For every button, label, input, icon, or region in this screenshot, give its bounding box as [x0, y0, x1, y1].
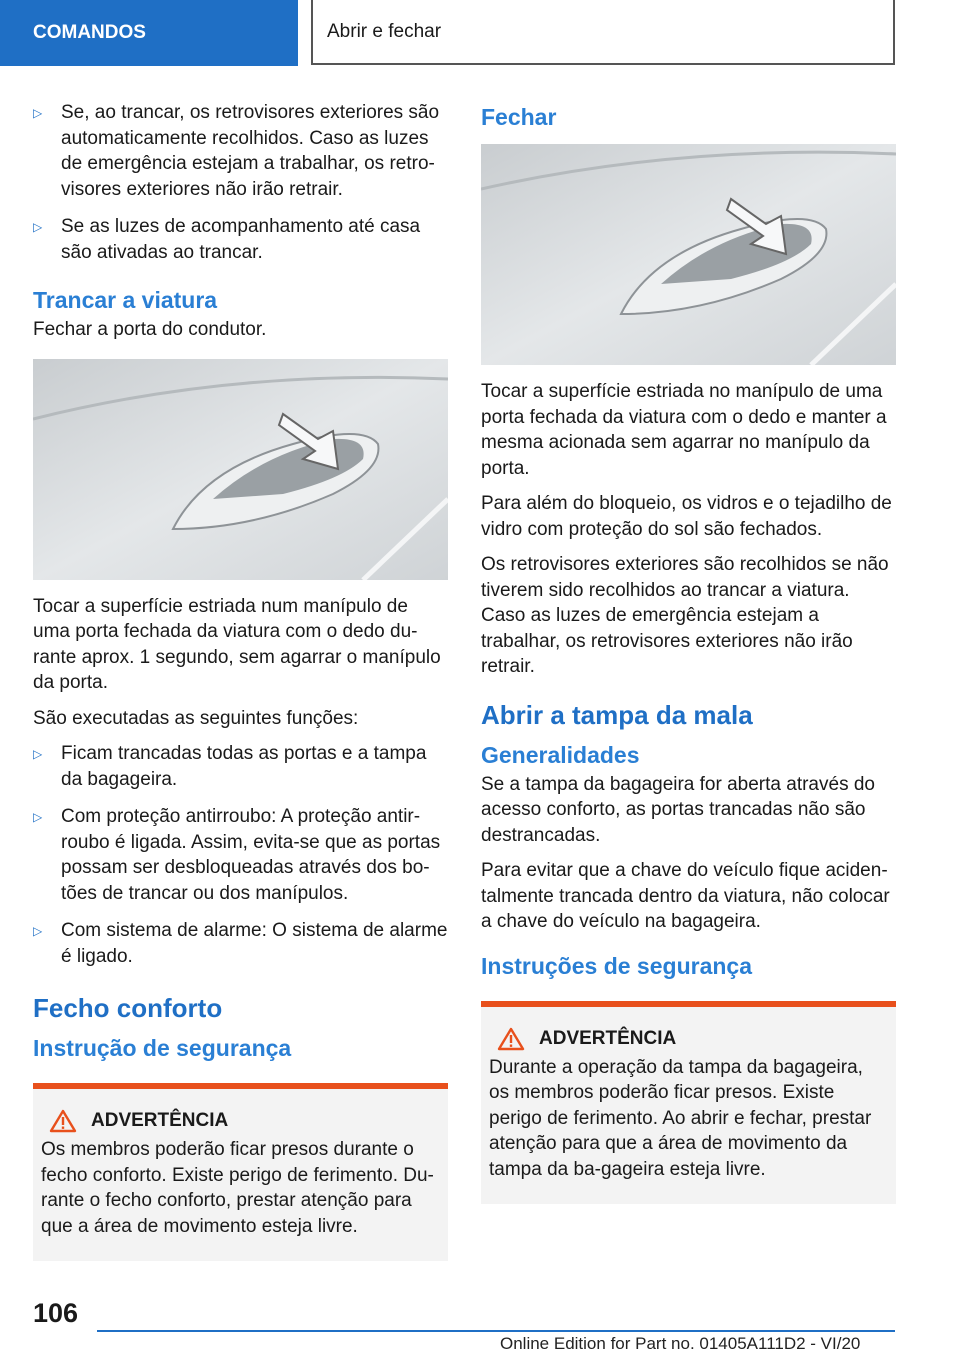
list-item: ▷ Ficam trancadas todas as portas e a tampa da bagageira.: [33, 741, 448, 792]
heading-instrucao-seguranca: Instrução de segurança: [33, 1035, 292, 1061]
heading-fecho-conforto: Fecho conforto: [33, 993, 223, 1023]
fechar-para3: Os retrovisores exteriores são recolhidos se não tiverem sido recolhidos ao trancar a viatura. Caso as luzes de emergência estejam a trabalhar, os retrovisores exteriores não irão retrair.: [481, 554, 889, 677]
warning-icon: [49, 1109, 77, 1133]
generalidades-para1: Se a tampa da bagageira for aberta através do acesso conforto, as portas trancadas não são destrancadas.: [481, 773, 875, 846]
warning-title: ADVERTÊNCIA: [91, 1110, 229, 1131]
heading-instrucoes-seguranca: Instruções de segurança: [481, 952, 752, 979]
heading-generalidades: Generalidades: [481, 741, 640, 768]
warning-text: Durante a operação da tampa da bagageira, os membros poderão ficar presos. Existe perigo de ferimento. Ao abrir e fechar, prestar atenção para que a área de movimento da tampa da ba‐gageira esteja livre.: [489, 1056, 872, 1180]
heading-abrir-tampa-mala: Abrir a tampa da mala: [481, 699, 753, 730]
footer-divider: [97, 1330, 895, 1332]
triangle-bullet-icon: ▷: [33, 747, 43, 761]
list-item: ▷ Com proteção antirroubo: A proteção antir‐roubo é ligada. Assim, evita-se que as portas possam ser desbloqueadas através dos bo‐tões de trancar ou dos manípulos.: [33, 804, 448, 906]
section-tab: COMANDOS: [0, 0, 298, 66]
trancar-text: Tocar a superfície estriada num manípulo de uma porta fechada da viatura com o dedo du‐rante aprox. 1 segundo, sem agarrar o manípulo da porta.: [33, 595, 441, 693]
trancar-intro: Fechar a porta do condutor.: [33, 319, 267, 340]
door-handle-image: [481, 144, 896, 365]
generalidades-para2: Para evitar que a chave do veículo fique aciden‐talmente trancada dentro da viatura, não colocar a chave do veículo na bagageira.: [481, 860, 890, 932]
triangle-bullet-icon: ▷: [33, 810, 43, 824]
warning-box: [481, 1001, 896, 1205]
fechar-para2: Para além do bloqueio, os vidros e o tejadilho de vidro com proteção do sol são fechados.: [481, 493, 892, 540]
warning-box: [33, 1083, 448, 1261]
chapter-title: Abrir e fechar: [311, 0, 895, 65]
list-item: ▷ Com sistema de alarme: O sistema de alarme é ligado.: [33, 918, 448, 969]
list-item: ▷ Se as luzes de acompanhamento até casa são ativadas ao trancar.: [33, 214, 448, 265]
warning-text: Os membros poderão ficar presos durante o fecho conforto. Existe perigo de ferimento. Du‐rante o fecho conforto, prestar atenção para que a área de movimento esteja livre.: [41, 1139, 434, 1237]
list-item: ▷ Se, ao trancar, os retrovisores exteriores são automaticamente recolhidos. Caso as luzes de emergência estejam a trabalhar, os retro‐visores exteriores não irão retrair.: [33, 100, 448, 202]
triangle-bullet-icon: ▷: [33, 220, 43, 234]
page-number: 106: [33, 1298, 79, 1328]
warning-icon: [497, 1027, 525, 1051]
triangle-bullet-icon: ▷: [33, 924, 43, 938]
triangle-bullet-icon: ▷: [33, 106, 43, 120]
heading-fechar: Fechar: [481, 104, 557, 130]
warning-title: ADVERTÊNCIA: [539, 1027, 677, 1049]
heading-trancar: Trancar a viatura: [33, 287, 218, 313]
functions-intro: São executadas as seguintes funções:: [33, 707, 359, 729]
fechar-text: Tocar a superfície estriada no manípulo de uma porta fechada da viatura com o dedo e manter a mesma acionada sem agarrar no manípulo da porta.: [481, 381, 887, 479]
left-column: [33, 100, 448, 1261]
footer-edition: Online Edition for Part no. 01405A111D2 - VI/20: [500, 1334, 861, 1353]
right-column: [481, 100, 896, 1204]
door-handle-image: [33, 359, 448, 580]
